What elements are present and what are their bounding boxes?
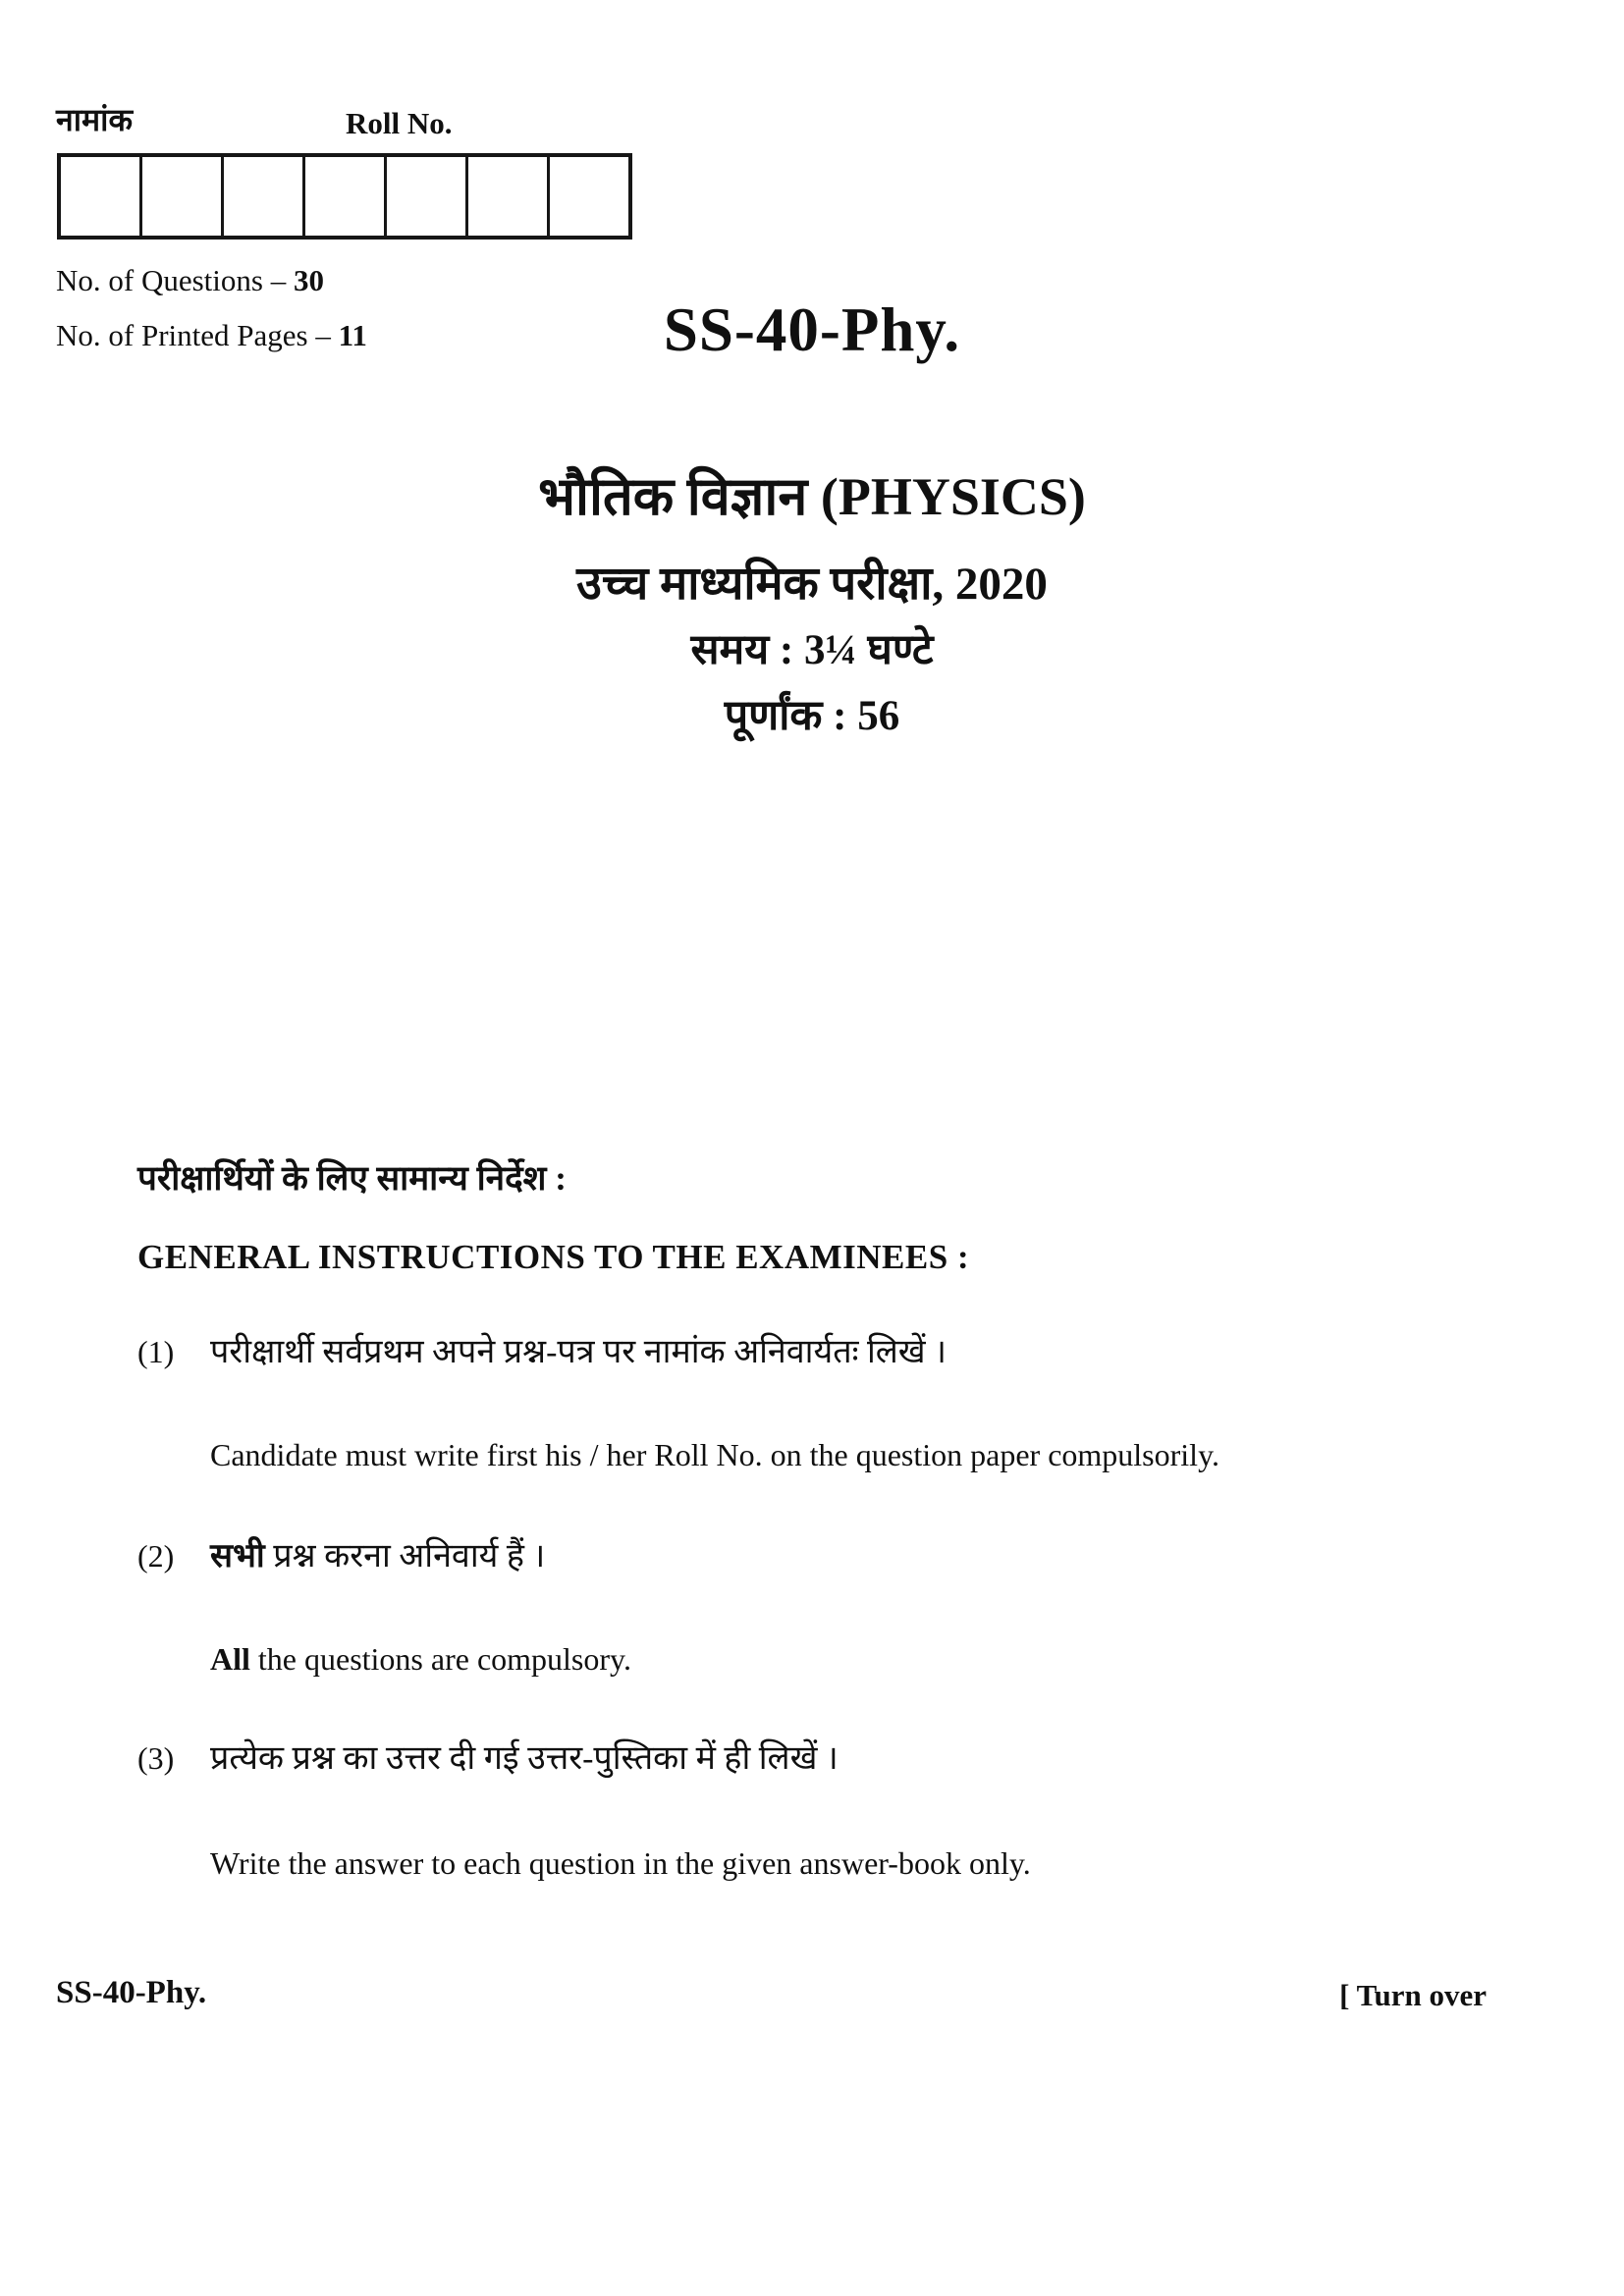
instruction-text-english-bold: All	[210, 1641, 250, 1677]
instruction-item-3-english	[210, 1845, 1031, 1882]
instruction-item-1-english	[210, 1437, 1219, 1473]
instruction-item-2-hindi	[137, 1531, 545, 1576]
paper-code-title: SS-40-Phy.	[663, 295, 961, 364]
instruction-text-hindi-bold: सभी	[210, 1538, 265, 1575]
questions-count-label: No. of Questions –	[56, 263, 294, 297]
roll-box-cell	[221, 157, 302, 236]
roll-box-cell	[547, 157, 628, 236]
roll-label: Roll No.	[346, 106, 453, 140]
questions-count-value: 30	[293, 263, 324, 297]
roll-number-grid	[57, 153, 632, 240]
instruction-item-1-hindi	[137, 1327, 947, 1372]
printed-pages-value: 11	[338, 318, 367, 352]
roll-box-cell	[384, 157, 465, 236]
roll-label-hindi: नामांक	[56, 102, 134, 137]
roll-box-cell	[302, 157, 384, 236]
printed-pages-label: No. of Printed Pages –	[56, 318, 339, 352]
instruction-text-english: Candidate must write first his / her Roll No. on the question paper compulsorily.	[210, 1437, 1219, 1472]
instruction-text-english: Write the answer to each question in the given answer-book only.	[210, 1845, 1031, 1881]
item-number: (2)	[137, 1538, 175, 1574]
subject-title: भौतिक विज्ञान (PHYSICS)	[538, 467, 1086, 526]
exam-title: उच्च माध्यमिक परीक्षा, 2020	[576, 559, 1048, 610]
instruction-text-hindi: प्रत्येक प्रश्न का उत्तर दी गई उत्तर-पुस्तिका में ही लिखें ।	[210, 1740, 839, 1777]
instruction-item-3-hindi	[137, 1734, 839, 1779]
roll-box-cell	[61, 157, 139, 236]
time-allowed-line: समय : 3¼ घण्टे	[690, 627, 934, 673]
instructions-heading-english: GENERAL INSTRUCTIONS TO THE EXAMINEES :	[137, 1238, 970, 1276]
instruction-text-hindi: परीक्षार्थी सर्वप्रथम अपने प्रश्न-पत्र पर नामांक अनिवार्यतः लिखें ।	[210, 1334, 947, 1370]
item-number: (1)	[137, 1334, 175, 1369]
instruction-text-hindi: प्रश्न करना अनिवार्य हैं ।	[264, 1538, 546, 1575]
instruction-item-2-english	[210, 1641, 631, 1678]
roll-box-cell	[139, 157, 221, 236]
instructions-heading-hindi: परीक्षार्थियों के लिए सामान्य निर्देश :	[137, 1159, 567, 1198]
questions-count-line	[56, 263, 324, 298]
max-marks-line: पूर्णांक : 56	[724, 693, 900, 739]
item-number: (3)	[137, 1740, 175, 1776]
turn-over-label: [ Turn over	[1339, 1978, 1487, 2012]
instruction-text-english: the questions are compulsory.	[249, 1641, 631, 1677]
roll-box-cell	[465, 157, 547, 236]
footer-paper-code: SS-40-Phy.	[56, 1975, 207, 2010]
